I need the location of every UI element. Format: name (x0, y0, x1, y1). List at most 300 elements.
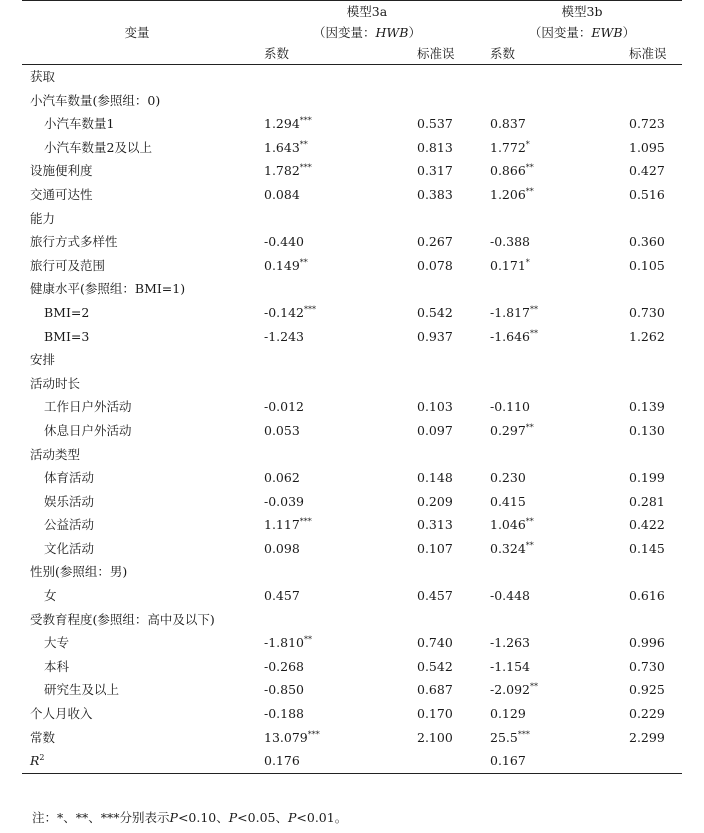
model-a-coefficient (252, 301, 387, 325)
model-b-coefficient (482, 65, 597, 89)
model-a-coefficient (252, 136, 387, 160)
table-row (22, 112, 682, 136)
model-a-coefficient (252, 159, 387, 183)
model-a-coefficient (252, 395, 387, 419)
model-a-standard-error: 0.687 (417, 682, 453, 698)
row-label-text: 活动类型 (30, 446, 81, 462)
coefficient-value: -1.154 (490, 658, 531, 674)
model-b-standard-error (597, 372, 682, 396)
model-b-standard-error: 0.996 (629, 635, 665, 651)
model-a-coefficient (252, 678, 387, 702)
model-b-coefficient (482, 230, 597, 254)
table-row (22, 466, 682, 490)
model-b-standard-error: 0.130 (629, 422, 665, 438)
table-row (22, 513, 682, 537)
table-row (22, 726, 682, 750)
row-label-text: 能力 (30, 210, 56, 226)
model-b-coefficient (482, 537, 597, 561)
model-b-standard-error: 0.422 (629, 517, 665, 533)
row-label-text: 设施便利度 (30, 163, 93, 179)
table-row (22, 348, 682, 372)
header-row-dv (22, 22, 682, 43)
model-b-standard-error (597, 89, 682, 113)
coefficient-value: 1.294 (264, 116, 300, 132)
table-row (22, 89, 682, 113)
row-label (22, 230, 252, 254)
coefficient-value: -0.039 (264, 493, 305, 509)
significance-stars: *** (299, 517, 312, 527)
model-b-standard-error (597, 207, 682, 231)
model-a-dv-suffix: ） (408, 25, 421, 40)
significance-stars: ** (530, 304, 539, 314)
model-b-coefficient (482, 207, 597, 231)
significance-stars: ** (525, 163, 534, 173)
model-a-standard-error: 0.537 (417, 116, 453, 132)
coefficient-value: 0.230 (490, 470, 526, 486)
table-body (22, 65, 682, 774)
table-row (22, 702, 682, 726)
model-a-standard-error: 0.813 (417, 139, 453, 155)
model-b-coefficient (482, 513, 597, 537)
row-label (22, 277, 252, 301)
model-b-standard-error: 2.299 (629, 729, 665, 745)
row-label (22, 584, 252, 608)
model-a-standard-error (387, 89, 482, 113)
coefficient-value: 25.5 (490, 729, 518, 745)
model-b-coefficient (482, 254, 597, 278)
coefficient-value: -0.448 (490, 588, 531, 604)
model-a-coefficient (252, 254, 387, 278)
coefficient-value: 0.866 (490, 163, 526, 179)
table-row (22, 65, 682, 89)
significance-stars: ** (530, 682, 539, 692)
model-b-coefficient (482, 277, 597, 301)
table-row (22, 159, 682, 183)
row-label (22, 655, 252, 679)
model-a-standard-error: 0.267 (417, 234, 453, 250)
row-label (22, 325, 252, 349)
model-a-standard-error: 0.078 (417, 257, 453, 273)
coefficient-value: 1.772 (490, 139, 526, 155)
model-b-standard-error: 0.516 (629, 186, 665, 202)
model-b-standard-error: 0.616 (629, 588, 665, 604)
significance-stars: * (525, 139, 530, 149)
model-a-coefficient (252, 112, 387, 136)
row-label (22, 678, 252, 702)
model-a-standard-error: 0.383 (417, 186, 453, 202)
row-label-text: 娱乐活动 (44, 493, 95, 509)
coefficient-value: 0.129 (490, 706, 526, 722)
model-a-coefficient (252, 65, 387, 89)
row-label (22, 112, 252, 136)
coefficient-value: 0.171 (490, 257, 526, 273)
model-a-coefficient (252, 372, 387, 396)
model-a-standard-error (387, 608, 482, 632)
row-label-text: 休息日户外活动 (44, 422, 132, 438)
note-threshold: <0.10、 (177, 810, 229, 825)
model-b-standard-error (597, 560, 682, 584)
table-row (22, 395, 682, 419)
row-label-text: 交通可达性 (30, 186, 93, 202)
model-a-standard-error (387, 749, 482, 773)
table-note (32, 808, 347, 826)
model-a-coefficient (252, 702, 387, 726)
model-a-title: 模型3a (346, 4, 388, 19)
significance-stars: *** (517, 729, 530, 739)
coefficient-value: 1.046 (490, 517, 526, 533)
model-a-coefficient (252, 207, 387, 231)
table-row (22, 608, 682, 632)
significance-stars: ** (525, 517, 534, 527)
coefficient-value: -0.268 (264, 658, 305, 674)
row-label (22, 560, 252, 584)
table-row (22, 183, 682, 207)
model-a-standard-error: 0.107 (417, 540, 453, 556)
row-label (22, 183, 252, 207)
model-b-coefficient (482, 560, 597, 584)
model-a-coefficient (252, 560, 387, 584)
row-label (22, 301, 252, 325)
model-a-standard-error: 0.457 (417, 588, 453, 604)
model-b-standard-error (597, 348, 682, 372)
row-label (22, 466, 252, 490)
model-b-coefficient (482, 89, 597, 113)
model-a-dv-prefix: （因变量： (313, 25, 376, 40)
table-row (22, 443, 682, 467)
model-a-standard-error: 0.209 (417, 493, 453, 509)
significance-stars: ** (525, 422, 534, 432)
row-label-text: 小汽车数量1 (44, 116, 115, 132)
table-row (22, 254, 682, 278)
coefficient-value: 1.643 (264, 139, 300, 155)
row-label (22, 254, 252, 278)
coefficient-value: -1.810 (264, 635, 305, 651)
model-b-coefficient (482, 419, 597, 443)
model-a-coefficient (252, 655, 387, 679)
row-label-text: 活动时长 (30, 375, 81, 391)
model-b-coefficient (482, 183, 597, 207)
significance-stars: *** (307, 729, 320, 739)
coefficient-value: -0.110 (490, 399, 531, 415)
note-threshold: <0.01。 (296, 810, 348, 825)
note-threshold: <0.05、 (237, 810, 288, 825)
model-a-standard-error (387, 560, 482, 584)
row-label (22, 419, 252, 443)
header-row-model (22, 1, 682, 22)
coefficient-value: -2.092 (490, 682, 531, 698)
row-label-text: 体育活动 (44, 470, 95, 486)
coefficient-value: -0.440 (264, 234, 305, 250)
coefficient-value: -1.646 (490, 328, 531, 344)
model-b-coefficient (482, 490, 597, 514)
table-row (22, 372, 682, 396)
table-row (22, 277, 682, 301)
model-b-coefficient (482, 678, 597, 702)
model-a-coefficient (252, 348, 387, 372)
model-b-coefficient (482, 726, 597, 750)
note-p-symbol: P (228, 810, 238, 825)
coefficient-value: 0.149 (264, 257, 300, 273)
model-b-coefficient (482, 159, 597, 183)
coefficient-value: -0.188 (264, 706, 305, 722)
model-a-coefficient (252, 749, 387, 773)
significance-stars: ** (304, 635, 313, 645)
row-label (22, 159, 252, 183)
row-label-text: 安排 (30, 352, 56, 368)
model-a-coefficient (252, 419, 387, 443)
row-label (22, 372, 252, 396)
table-row (22, 631, 682, 655)
row-label-text: 获取 (30, 69, 56, 84)
model-a-coefficient (252, 726, 387, 750)
model-b-coefficient (482, 325, 597, 349)
table-row (22, 325, 682, 349)
model-a-coefficient (252, 631, 387, 655)
significance-stars: ** (525, 540, 534, 550)
model-a-coefficient (252, 513, 387, 537)
row-label-text: 工作日户外活动 (44, 399, 132, 415)
model-b-standard-error: 0.730 (629, 658, 665, 674)
coefficient-value: 0.176 (264, 753, 300, 769)
model-b-coefficient (482, 112, 597, 136)
coefficient-value: 1.782 (264, 163, 300, 179)
model-a-standard-error (387, 443, 482, 467)
coefficient-value: 0.324 (490, 540, 526, 556)
model-a-coefficient (252, 584, 387, 608)
model-a-standard-error (387, 372, 482, 396)
model-a-standard-error (387, 207, 482, 231)
model-a-standard-error: 0.542 (417, 304, 453, 320)
model-b-title: 模型3b (561, 4, 603, 19)
coefficient-value: 0.415 (490, 493, 526, 509)
model-b-se-header: 标准误 (597, 43, 682, 65)
row-label (22, 490, 252, 514)
model-a-dependent-variable (252, 22, 482, 43)
row-label (22, 749, 252, 773)
row-label-text: 公益活动 (44, 517, 95, 533)
row-label (22, 513, 252, 537)
model-b-dv-prefix: （因变量： (528, 25, 592, 40)
model-b-standard-error: 1.095 (629, 139, 665, 155)
note-prefix: 注：*、**、***分别表示 (32, 810, 170, 825)
coefficient-value: 1.117 (264, 517, 300, 533)
model-b-dependent-variable (482, 22, 682, 43)
model-a-coefficient (252, 89, 387, 113)
row-label-text: 个人月收入 (30, 706, 93, 722)
model-a-standard-error: 0.740 (417, 635, 453, 651)
model-b-dv-suffix: ） (622, 25, 636, 40)
model-b-coefficient (482, 136, 597, 160)
significance-stars: *** (299, 163, 312, 173)
model-a-coefficient (252, 277, 387, 301)
regression-table (22, 0, 682, 774)
model-a-coefficient (252, 230, 387, 254)
row-label-text: BMI=3 (44, 328, 90, 344)
table-row (22, 419, 682, 443)
model-b-coefficient (482, 301, 597, 325)
model-a-coef-header: 系数 (252, 43, 387, 65)
table-row (22, 655, 682, 679)
coefficient-value: 0.098 (264, 540, 300, 556)
model-b-standard-error: 0.925 (629, 682, 665, 698)
row-label (22, 348, 252, 372)
model-b-standard-error (597, 277, 682, 301)
row-label (22, 537, 252, 561)
model-a-standard-error: 0.103 (417, 399, 453, 415)
model-a-dv-name: HWB (375, 25, 409, 40)
row-label-text: 小汽车数量(参照组：0) (30, 92, 161, 108)
model-a-standard-error: 2.100 (417, 729, 453, 745)
model-a-standard-error: 0.542 (417, 658, 453, 674)
row-label (22, 136, 252, 160)
coefficient-value: 0.062 (264, 470, 300, 486)
regression-table-document (22, 0, 682, 774)
model-a-standard-error (387, 277, 482, 301)
model-a-standard-error (387, 348, 482, 372)
model-b-standard-error: 0.723 (629, 116, 665, 132)
model-a-se-header: 标准误 (387, 43, 482, 65)
table-row (22, 584, 682, 608)
model-a-coefficient (252, 183, 387, 207)
row-label (22, 65, 252, 89)
row-label (22, 608, 252, 632)
model-b-standard-error (597, 608, 682, 632)
model-a-coefficient (252, 490, 387, 514)
row-label-text: 小汽车数量2及以上 (44, 139, 152, 155)
row-label-text: R (30, 753, 40, 769)
coefficient-value: 0.837 (490, 116, 526, 132)
model-b-coefficient (482, 584, 597, 608)
significance-stars: ** (299, 139, 308, 149)
coefficient-value: -0.388 (490, 234, 531, 250)
coefficient-value: 0.053 (264, 422, 300, 438)
row-label-text: BMI=2 (44, 304, 90, 320)
model-a-standard-error: 0.317 (417, 163, 453, 179)
row-label (22, 702, 252, 726)
coefficient-value: 0.297 (490, 422, 526, 438)
coefficient-value: -1.243 (264, 328, 305, 344)
model-b-coefficient (482, 631, 597, 655)
significance-stars: ** (525, 186, 534, 196)
row-label (22, 89, 252, 113)
model-b-standard-error: 0.139 (629, 399, 665, 415)
model-b-standard-error: 0.145 (629, 540, 665, 556)
row-label-text: 受教育程度(参照组：高中及以下) (30, 611, 215, 627)
model-a-standard-error: 0.148 (417, 470, 453, 486)
model-b-coefficient (482, 702, 597, 726)
model-b-standard-error: 0.360 (629, 234, 665, 250)
model-a-coefficient (252, 608, 387, 632)
table-row (22, 230, 682, 254)
coefficient-value: 1.206 (490, 186, 526, 202)
row-label (22, 207, 252, 231)
significance-stars: * (525, 257, 530, 267)
model-b-standard-error: 1.262 (629, 328, 665, 344)
significance-stars: ** (299, 257, 308, 267)
model-b-standard-error (597, 65, 682, 89)
model-a-standard-error (387, 65, 482, 89)
model-b-standard-error: 0.281 (629, 493, 665, 509)
coefficient-value: 0.167 (490, 753, 526, 769)
coefficient-value: -1.263 (490, 635, 531, 651)
coefficient-value: 0.457 (264, 588, 300, 604)
model-b-coefficient (482, 348, 597, 372)
model-b-standard-error (597, 443, 682, 467)
row-label-text: 文化活动 (44, 540, 95, 556)
model-a-coefficient (252, 325, 387, 349)
row-label-text: 性别(参照组：男) (30, 564, 128, 580)
model-b-standard-error: 0.229 (629, 706, 665, 722)
coefficient-value: 0.084 (264, 186, 300, 202)
model-a-coefficient (252, 537, 387, 561)
model-b-coefficient (482, 608, 597, 632)
header-row-columns (22, 43, 682, 65)
model-a-standard-error: 0.313 (417, 517, 453, 533)
model-b-coefficient (482, 655, 597, 679)
row-label-text: 旅行方式多样性 (30, 234, 118, 250)
model-a-standard-error: 0.097 (417, 422, 453, 438)
model-b-dv-name: EWB (591, 25, 623, 40)
model-b-standard-error: 0.427 (629, 163, 665, 179)
model-b-standard-error: 0.199 (629, 470, 665, 486)
table-row (22, 678, 682, 702)
model-b-coef-header: 系数 (482, 43, 597, 65)
model-b-standard-error (597, 749, 682, 773)
note-p-symbol: P (169, 810, 178, 825)
note-p-symbol: P (287, 810, 297, 825)
table-row (22, 560, 682, 584)
row-label-text: 研究生及以上 (44, 682, 120, 698)
row-label-text: 女 (44, 588, 57, 604)
row-label-text: 本科 (44, 658, 70, 674)
significance-stars: ** (530, 328, 539, 338)
row-label-text: 健康水平(参照组：BMI=1) (30, 281, 186, 297)
coefficient-value: -0.850 (264, 682, 305, 698)
row-label-text: 大专 (44, 635, 70, 651)
model-b-coefficient (482, 749, 597, 773)
significance-stars: *** (299, 116, 312, 126)
coefficient-value: -0.142 (264, 304, 305, 320)
model-b-coefficient (482, 443, 597, 467)
table-row (22, 301, 682, 325)
coefficient-value: -1.817 (490, 304, 531, 320)
row-label-text: 常数 (30, 729, 56, 745)
row-label-superscript: 2 (39, 753, 45, 763)
model-b-coefficient (482, 395, 597, 419)
row-label (22, 726, 252, 750)
variable-header: 变量 (124, 25, 150, 40)
row-label (22, 631, 252, 655)
row-label (22, 395, 252, 419)
coefficient-value: -0.012 (264, 399, 305, 415)
model-b-standard-error: 0.105 (629, 257, 665, 273)
table-row (22, 490, 682, 514)
model-b-coefficient (482, 466, 597, 490)
model-a-coefficient (252, 466, 387, 490)
table-row (22, 749, 682, 773)
table-row (22, 136, 682, 160)
table-row (22, 207, 682, 231)
row-label (22, 443, 252, 467)
row-label-text: 旅行可及范围 (30, 257, 106, 273)
table-row (22, 537, 682, 561)
model-a-standard-error: 0.170 (417, 706, 453, 722)
significance-stars: *** (304, 304, 317, 314)
model-a-standard-error: 0.937 (417, 328, 453, 344)
model-b-standard-error: 0.730 (629, 304, 665, 320)
coefficient-value: 13.079 (264, 729, 308, 745)
model-a-coefficient (252, 443, 387, 467)
